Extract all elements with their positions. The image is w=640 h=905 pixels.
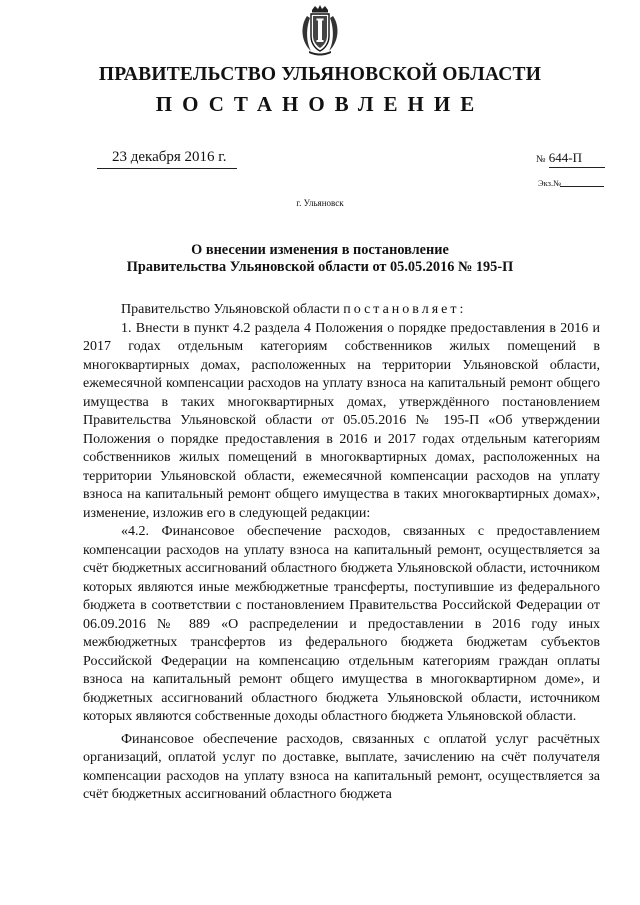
copy-label: Экз.№ (538, 178, 562, 188)
paragraph-2: «4.2. Финансовое обеспечение расходов, связанных с предоставлением компенсации расходов на уплату взноса на капитальный ремонт, осуществляется за счёт бюджетных ассигнований областного бюджета Ульяновской области, источником которых являются иные межбюджетные трансферты, поступившие из федерального бюджета в соответствии с постановлением Правительства Российской Федерации от 06.09.2016 № 889 «О распределении и предоставлении в 2016 году иных межбюджетных трансфертов из федерального бюджета бюджетам субъектов Российской Федерации на компенсацию отдельным категориям граждан оплаты взноса на капитальный ремонт общего имущества в многоквартирном доме», и бюджетных ассигнований областного бюджета Ульяновской области, источником которых являются собственные доходы областного бюджета Ульяновской области. (83, 524, 600, 724)
government-title: ПРАВИТЕЛЬСТВО УЛЬЯНОВСКОЙ ОБЛАСТИ (98, 64, 542, 85)
number-underline (549, 167, 605, 168)
subject-line-2: Правительства Ульяновской области от 05.05.2016 № 195-П (126, 259, 514, 275)
intro-spaced-verb: постановляет (343, 302, 460, 317)
coat-of-arms-icon (297, 4, 343, 56)
number-value: 644-П (548, 150, 583, 165)
intro-end: : (459, 302, 464, 317)
document-date: 23 декабря 2016 г. (112, 149, 227, 165)
document-type: ПОСТАНОВЛЕНИЕ (155, 92, 485, 116)
intro-start: Правительство Ульяновской области (121, 302, 344, 317)
number-prefix: № (536, 154, 546, 165)
paragraph-3: Финансовое обеспечение расходов, связанных с оплатой услуг расчётных организаций, оплатой услуг по доставке, выплате, зачислению на счёт получателя компенсации расходов на уплату взноса на капитальный ремонт, осуществляется за счёт бюджетных ассигнований областного бюджета (83, 731, 600, 802)
intro-paragraph (83, 301, 600, 320)
document-number (536, 150, 582, 166)
document-body (83, 301, 600, 805)
city: г. Ульяновск (296, 198, 344, 208)
document-subject (100, 242, 540, 276)
paragraph-1: 1. Внести в пункт 4.2 раздела 4 Положения о порядке предоставления в 2016 и 2017 годах отдельным категориям собственников жилых помещений в многоквартирных домах, расположенных на территории Ульяновской области, ежемесячной компенсации расходов на уплату взноса на капитальный ремонт общего имущества в таких многоквартирных домах, утверждённого постановлением Правительства Ульяновской области от 05.05.2016 № 195-П «Об утверждении Положения о порядке предоставления в 2016 и 2017 годах отдельным категориям собственников жилых помещений в многоквартирных домах, расположенных на территории Ульяновской области, ежемесячной компенсации расходов на уплату взноса на капитальный ремонт общего имущества в таких многоквартирных домах», изменение, изложив его в следующей редакции: (83, 320, 600, 521)
date-underline (97, 168, 237, 169)
copy-underline (560, 186, 604, 187)
subject-line-1: О внесении изменения в постановление (191, 242, 449, 258)
